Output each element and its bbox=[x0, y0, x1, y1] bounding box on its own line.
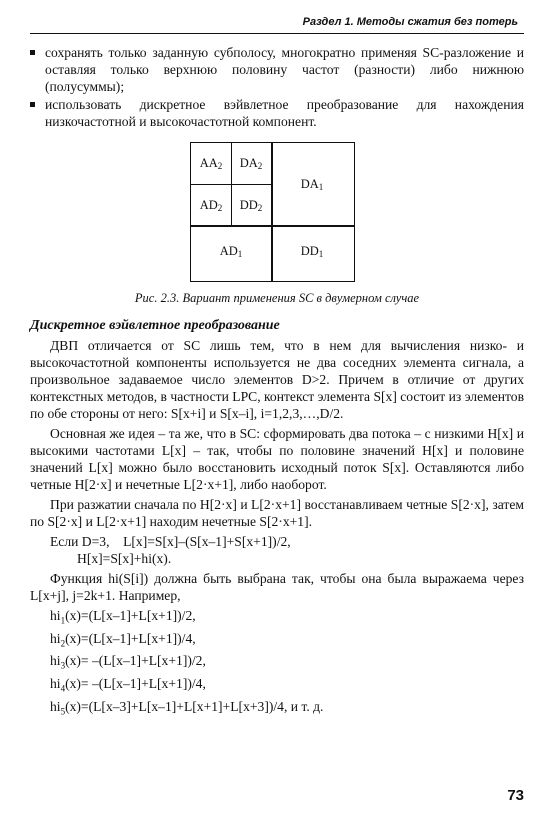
formula-index: 2 bbox=[60, 638, 66, 649]
page-content bbox=[30, 44, 524, 721]
section-title: Дискретное вэйвлетное преобразование bbox=[30, 318, 280, 333]
figure bbox=[30, 142, 524, 317]
bullet-item: использовать дискретное вэйвлетное преобразование для нахождения низкочастотной и высокочастотной компонент. bbox=[30, 96, 524, 130]
formula-fn: hi bbox=[50, 653, 61, 669]
cell-ad1 bbox=[191, 243, 271, 261]
cell-dd2-base: DD bbox=[239, 198, 258, 212]
formula-fn: hi bbox=[50, 676, 61, 692]
cell-aa2-base: AA bbox=[199, 156, 218, 170]
formula-line bbox=[30, 698, 524, 721]
formula-body: (x)=(L[x–1]+L[x+1])/4, bbox=[65, 630, 196, 646]
cell-aa2-sub: 2 bbox=[217, 161, 223, 171]
bullet-item: сохранять только заданную субполосу, многократно применяя SC-разложение и оставляя только верхнюю половину частот (разности) либо нижнюю (полусуммы); bbox=[30, 44, 524, 95]
cell-dd1-base: DD bbox=[300, 244, 319, 258]
cell-ad2-sub: 2 bbox=[217, 203, 223, 213]
formula-line bbox=[30, 652, 524, 675]
formula-fn: hi bbox=[50, 698, 61, 714]
cell-da1-sub: 1 bbox=[318, 182, 324, 192]
paragraph: Основная же идея – та же, что в SC: сформировать два потока – с низкими H[x] и высокими частотами L[x] – так, чтобы по половине значений H[x] и половине значений L[x] можно было восстановить исходный поток S[x]. Оставляются либо четные H[2·x] и нечетные L[2·x+1], либо наоборот. bbox=[30, 426, 524, 492]
page-number: 73 bbox=[507, 787, 524, 804]
formula-line bbox=[30, 630, 524, 653]
cell-dd1 bbox=[271, 243, 353, 261]
cell-ad1-sub: 1 bbox=[237, 249, 243, 259]
header-rule bbox=[30, 33, 524, 34]
formula-body: (x)=(L[x–1]+L[x+1])/2, bbox=[65, 608, 196, 623]
cell-da1-base: DA bbox=[300, 177, 319, 191]
cell-ad2 bbox=[191, 197, 231, 215]
cell-da2-sub: 2 bbox=[257, 161, 263, 171]
cell-da2-base: DA bbox=[239, 156, 258, 170]
paragraph: При разжатии сначала по H[2·x] и L[2·x+1] восстанавливаем четные S[2·x], затем по S[2·x] и L[2·x+1] находим нечетные S[2·x+1]. bbox=[30, 497, 524, 529]
formula-index: 4 bbox=[60, 683, 66, 694]
formula-fn: hi bbox=[50, 630, 61, 646]
formula-index: 1 bbox=[60, 615, 66, 626]
divider-horizontal-sub bbox=[191, 184, 271, 185]
cell-ad2-base: AD bbox=[199, 198, 218, 212]
paragraph: Функция hi(S[i]) должна быть выбрана так, чтобы она была выражаема через L[x+j], j=2k+1. Например, bbox=[30, 571, 524, 603]
cell-dd2 bbox=[231, 197, 271, 215]
running-header: Раздел 1. Методы сжатия без потерь bbox=[302, 16, 518, 28]
formula-index: 3 bbox=[60, 661, 66, 672]
formula-body: (x)=(L[x–3]+L[x–1]+L[x+1]+L[x+3])/4, и т. д. bbox=[65, 698, 324, 714]
formula-body: (x)= –(L[x–1]+L[x+1])/4, bbox=[65, 676, 206, 692]
formula-line: H[x]=S[x]+hi(x). bbox=[77, 551, 172, 566]
cell-da2 bbox=[231, 155, 271, 173]
cell-dd2-sub: 2 bbox=[257, 203, 263, 213]
formula-body: (x)= –(L[x–1]+L[x+1])/2, bbox=[65, 653, 206, 669]
formula-line bbox=[30, 607, 524, 630]
formula-fn: hi bbox=[50, 608, 61, 623]
cell-ad1-base: AD bbox=[219, 244, 238, 258]
divider-horizontal-main bbox=[191, 225, 354, 227]
formula-line: Если D=3, L[x]=S[x]–(S[x–1]+S[x+1])/2, bbox=[50, 534, 291, 549]
cell-da1 bbox=[271, 176, 353, 194]
cell-aa2 bbox=[191, 155, 231, 173]
cell-dd1-sub: 1 bbox=[318, 249, 324, 259]
formula-index: 5 bbox=[60, 706, 66, 717]
formula-line bbox=[30, 675, 524, 698]
bullet-list bbox=[30, 44, 524, 130]
paragraph: ДВП отличается от SC лишь тем, что в нем для вычисления низко- и высокочастотной компоненты используется не два соседних элемента сигнала, а произвольное задаваемое число элементов D>2. Причем в отличие от других контекстных методов, в частности LPC, контекст элемента S[x] состоит из элементов по обе стороны от него: S[x+i] и S[x–i], i=1,2,3,…,D/2. bbox=[30, 338, 524, 421]
subband-diagram bbox=[190, 142, 355, 282]
figure-caption: Рис. 2.3. Вариант применения SC в двумерном случае bbox=[134, 291, 420, 305]
